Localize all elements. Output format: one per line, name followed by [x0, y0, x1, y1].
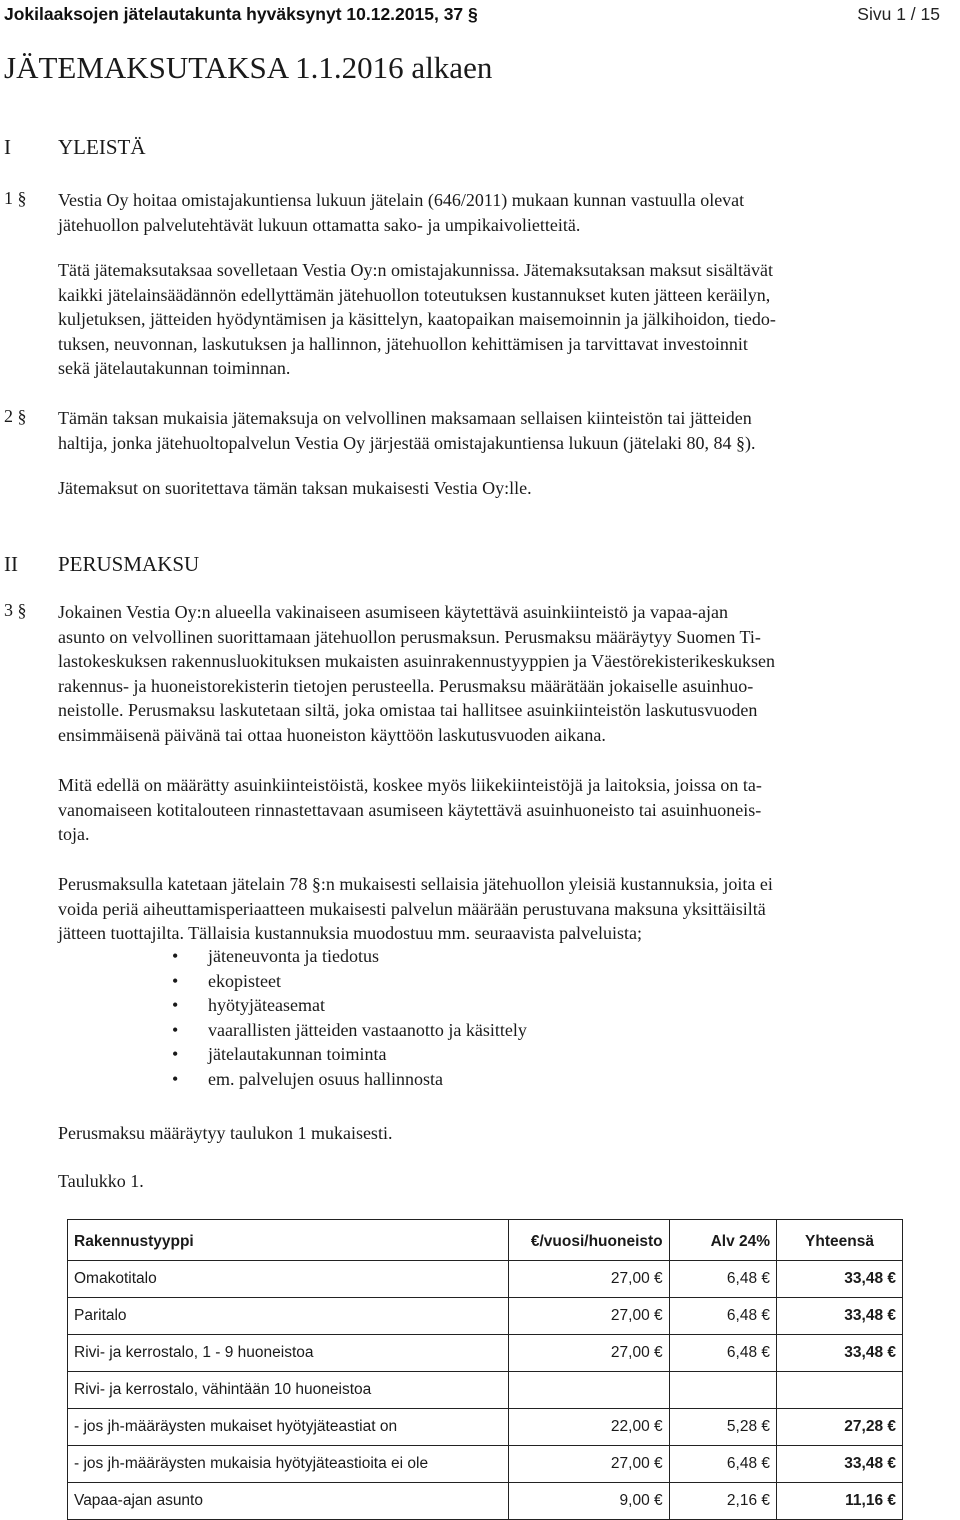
text-line: jätehuollon palvelutehtävät lukuun ottamatta sako- ja umpikaivolietteitä. [58, 214, 581, 235]
text-line: haltija, jonka jätehuoltopalvelun Vestia Oy järjestää omistajakuntiensa lukuun (jätelaki 80, 84 §). [58, 432, 756, 453]
cell-vat: 2,16 € [669, 1483, 776, 1520]
header-price: €/vuosi/huoneisto [509, 1220, 669, 1261]
text-line: Vestia Oy hoitaa omistajakuntiensa lukuun jätelain (646/2011) mukaan kunnan vastuulla olevat [58, 190, 745, 210]
text-line: Perusmaksulla katetaan jätelain 78 §:n mukaisesti sellaisia jätehuollon yleisiä kustannuksia, joita ei [58, 874, 773, 894]
cell-price: 9,00 € [509, 1483, 669, 1520]
text-line: kaikki jätelainsäädännön edellyttämän jätehuollon toteutuksen kustannukset kuten jätteen keräilyn, [58, 284, 771, 305]
header-vat: Alv 24% [669, 1220, 776, 1261]
header-total: Yhteensä [777, 1220, 903, 1261]
cell-price: 22,00 € [509, 1409, 669, 1446]
list-item: • em. palvelujen osuus hallinnosta [172, 1067, 527, 1092]
text-line: neistolle. Perusmaksu laskutetaan siltä, joka omistaa tai hallitsee asuinkiinteistön laskutusvuoden [58, 700, 758, 721]
cell-price: 27,00 € [509, 1298, 669, 1335]
cell-building-type: Paritalo [68, 1298, 509, 1335]
cell-price [509, 1372, 669, 1409]
section-title: YLEISTÄ [58, 135, 146, 159]
text-line: Tämän taksan mukaisia jätemaksuja on velvollinen maksamaan sellaisen kiinteistön tai jätteiden [58, 408, 752, 428]
cell-total: 33,48 € [777, 1298, 903, 1335]
text-line: sekä jätelautakunnan toiminnan. [58, 358, 291, 379]
paragraph-2 [58, 406, 938, 455]
list-item: • vaarallisten jätteiden vastaanotto ja käsittely [172, 1018, 527, 1043]
fee-table [67, 1219, 903, 1520]
table-row [68, 1261, 903, 1298]
cell-building-type: - jos jh-määräysten mukaiset hyötyjäteastiat on [68, 1409, 509, 1446]
text-line: asunto on velvollinen suorittamaan jätehuollon perusmaksun. Perusmaksu määräytyy Suomen Ti- [58, 626, 761, 647]
table-row [68, 1446, 903, 1483]
paragraph-2b [58, 476, 938, 501]
cell-price: 27,00 € [509, 1335, 669, 1372]
table-row [68, 1409, 903, 1446]
paragraph-3d [58, 1121, 938, 1146]
text-line: lastokeskuksen rakennusluokituksen mukaisten asuinrakennustyyppien ja Väestörekisterikeskuksen [58, 651, 776, 672]
list-item: • jätelautakunnan toiminta [172, 1042, 527, 1067]
list-item: • ekopisteet [172, 969, 527, 994]
cell-total: 33,48 € [777, 1261, 903, 1298]
table-row [68, 1372, 903, 1409]
document-title: JÄTEMAKSUTAKSA 1.1.2016 alkaen [4, 50, 493, 85]
text-line: Tätä jätemaksutaksaa sovelletaan Vestia Oy:n omistajakunnissa. Jätemaksutaksan maksut sisältävät [58, 260, 773, 280]
text-line: Jätemaksut on suoritettava tämän taksan mukaisesti Vestia Oy:lle. [58, 478, 532, 498]
section-heading-1 [4, 135, 146, 160]
paragraph-3 [58, 600, 938, 748]
cell-vat: 6,48 € [669, 1446, 776, 1483]
cell-total: 33,48 € [777, 1335, 903, 1372]
cell-total: 27,28 € [777, 1409, 903, 1446]
paragraph-1 [58, 188, 938, 237]
cell-vat: 6,48 € [669, 1261, 776, 1298]
cell-building-type: Rivi- ja kerrostalo, vähintään 10 huoneistoa [68, 1372, 509, 1409]
services-list [172, 944, 527, 1092]
cell-vat [669, 1372, 776, 1409]
text-line: Jokainen Vestia Oy:n alueella vakinaiseen asumiseen käytettävä asuinkiinteistö ja vapaa-ajan [58, 602, 728, 622]
text-line: Mitä edellä on määrätty asuinkiinteistöistä, koskee myös liikekiinteistöjä ja laitoksia, joissa on ta- [58, 775, 762, 795]
cell-vat: 6,48 € [669, 1298, 776, 1335]
paragraph-number-1: 1 § [4, 188, 27, 208]
text-line: Perusmaksu määräytyy taulukon 1 mukaisesti. [58, 1123, 393, 1143]
cell-price: 27,00 € [509, 1446, 669, 1483]
paragraph-number-2: 2 § [4, 406, 27, 426]
list-item: • hyötyjäteasemat [172, 993, 527, 1018]
header-left: Jokilaaksojen jätelautakunta hyväksynyt 10.12.2015, 37 § [4, 4, 478, 24]
cell-total [777, 1372, 903, 1409]
paragraph-3b [58, 773, 938, 847]
text-line: voida periä aiheuttamisperiaatteen mukaisesti palvelun määrään perustuvana maksuna yksittäisiltä [58, 898, 766, 919]
cell-price: 27,00 € [509, 1261, 669, 1298]
list-item: • jäteneuvonta ja tiedotus [172, 944, 527, 969]
cell-vat: 6,48 € [669, 1335, 776, 1372]
paragraph-3c [58, 872, 938, 946]
cell-total: 33,48 € [777, 1446, 903, 1483]
cell-building-type: - jos jh-määräysten mukaisia hyötyjäteastioita ei ole [68, 1446, 509, 1483]
text-line: vanomaiseen kotitalouteen rinnastettavaan asumiseen käytettävä asuinhuoneisto tai asuinhuoneis- [58, 799, 762, 820]
table-caption: Taulukko 1. [58, 1171, 144, 1191]
table-row [68, 1335, 903, 1372]
cell-building-type: Vapaa-ajan asunto [68, 1483, 509, 1520]
paragraph-1b [58, 258, 938, 381]
section-number: I [4, 135, 11, 159]
text-line: kuljetuksen, jätteiden hyödyntämisen ja käsittelyn, kaatopaikan maisemoinnin ja jälkihoidon, tiedo- [58, 309, 776, 330]
cell-total: 11,16 € [777, 1483, 903, 1520]
section-title: PERUSMAKSU [58, 552, 200, 576]
text-line: jätteen tuottajilta. Tällaisia kustannuksia muodostuu mm. seuraavista palveluista; [58, 923, 643, 944]
cell-vat: 5,28 € [669, 1409, 776, 1446]
page-header [4, 4, 940, 30]
header-building-type: Rakennustyyppi [68, 1220, 509, 1261]
text-line: tuksen, neuvonnan, laskutuksen ja hallinnon, jätehuollon kehittämisen ja tarvittavat investoinnit [58, 333, 748, 354]
paragraph-number-3: 3 § [4, 600, 27, 620]
text-line: ensimmäisenä päivänä tai ottaa huoneiston käyttöön laskutusvuoden aikana. [58, 724, 606, 745]
text-line: toja. [58, 824, 90, 845]
table-row [68, 1298, 903, 1335]
cell-building-type: Rivi- ja kerrostalo, 1 - 9 huoneistoa [68, 1335, 509, 1372]
table-header-row [68, 1220, 903, 1261]
text-line: rakennus- ja huoneistorekisterin tietojen perusteella. Perusmaksu määrätään jokaiselle asuinhuo- [58, 675, 754, 696]
section-number: II [4, 552, 18, 576]
cell-building-type: Omakotitalo [68, 1261, 509, 1298]
table-row [68, 1483, 903, 1520]
section-heading-2 [4, 552, 199, 577]
page-number: Sivu 1 / 15 [857, 4, 940, 24]
